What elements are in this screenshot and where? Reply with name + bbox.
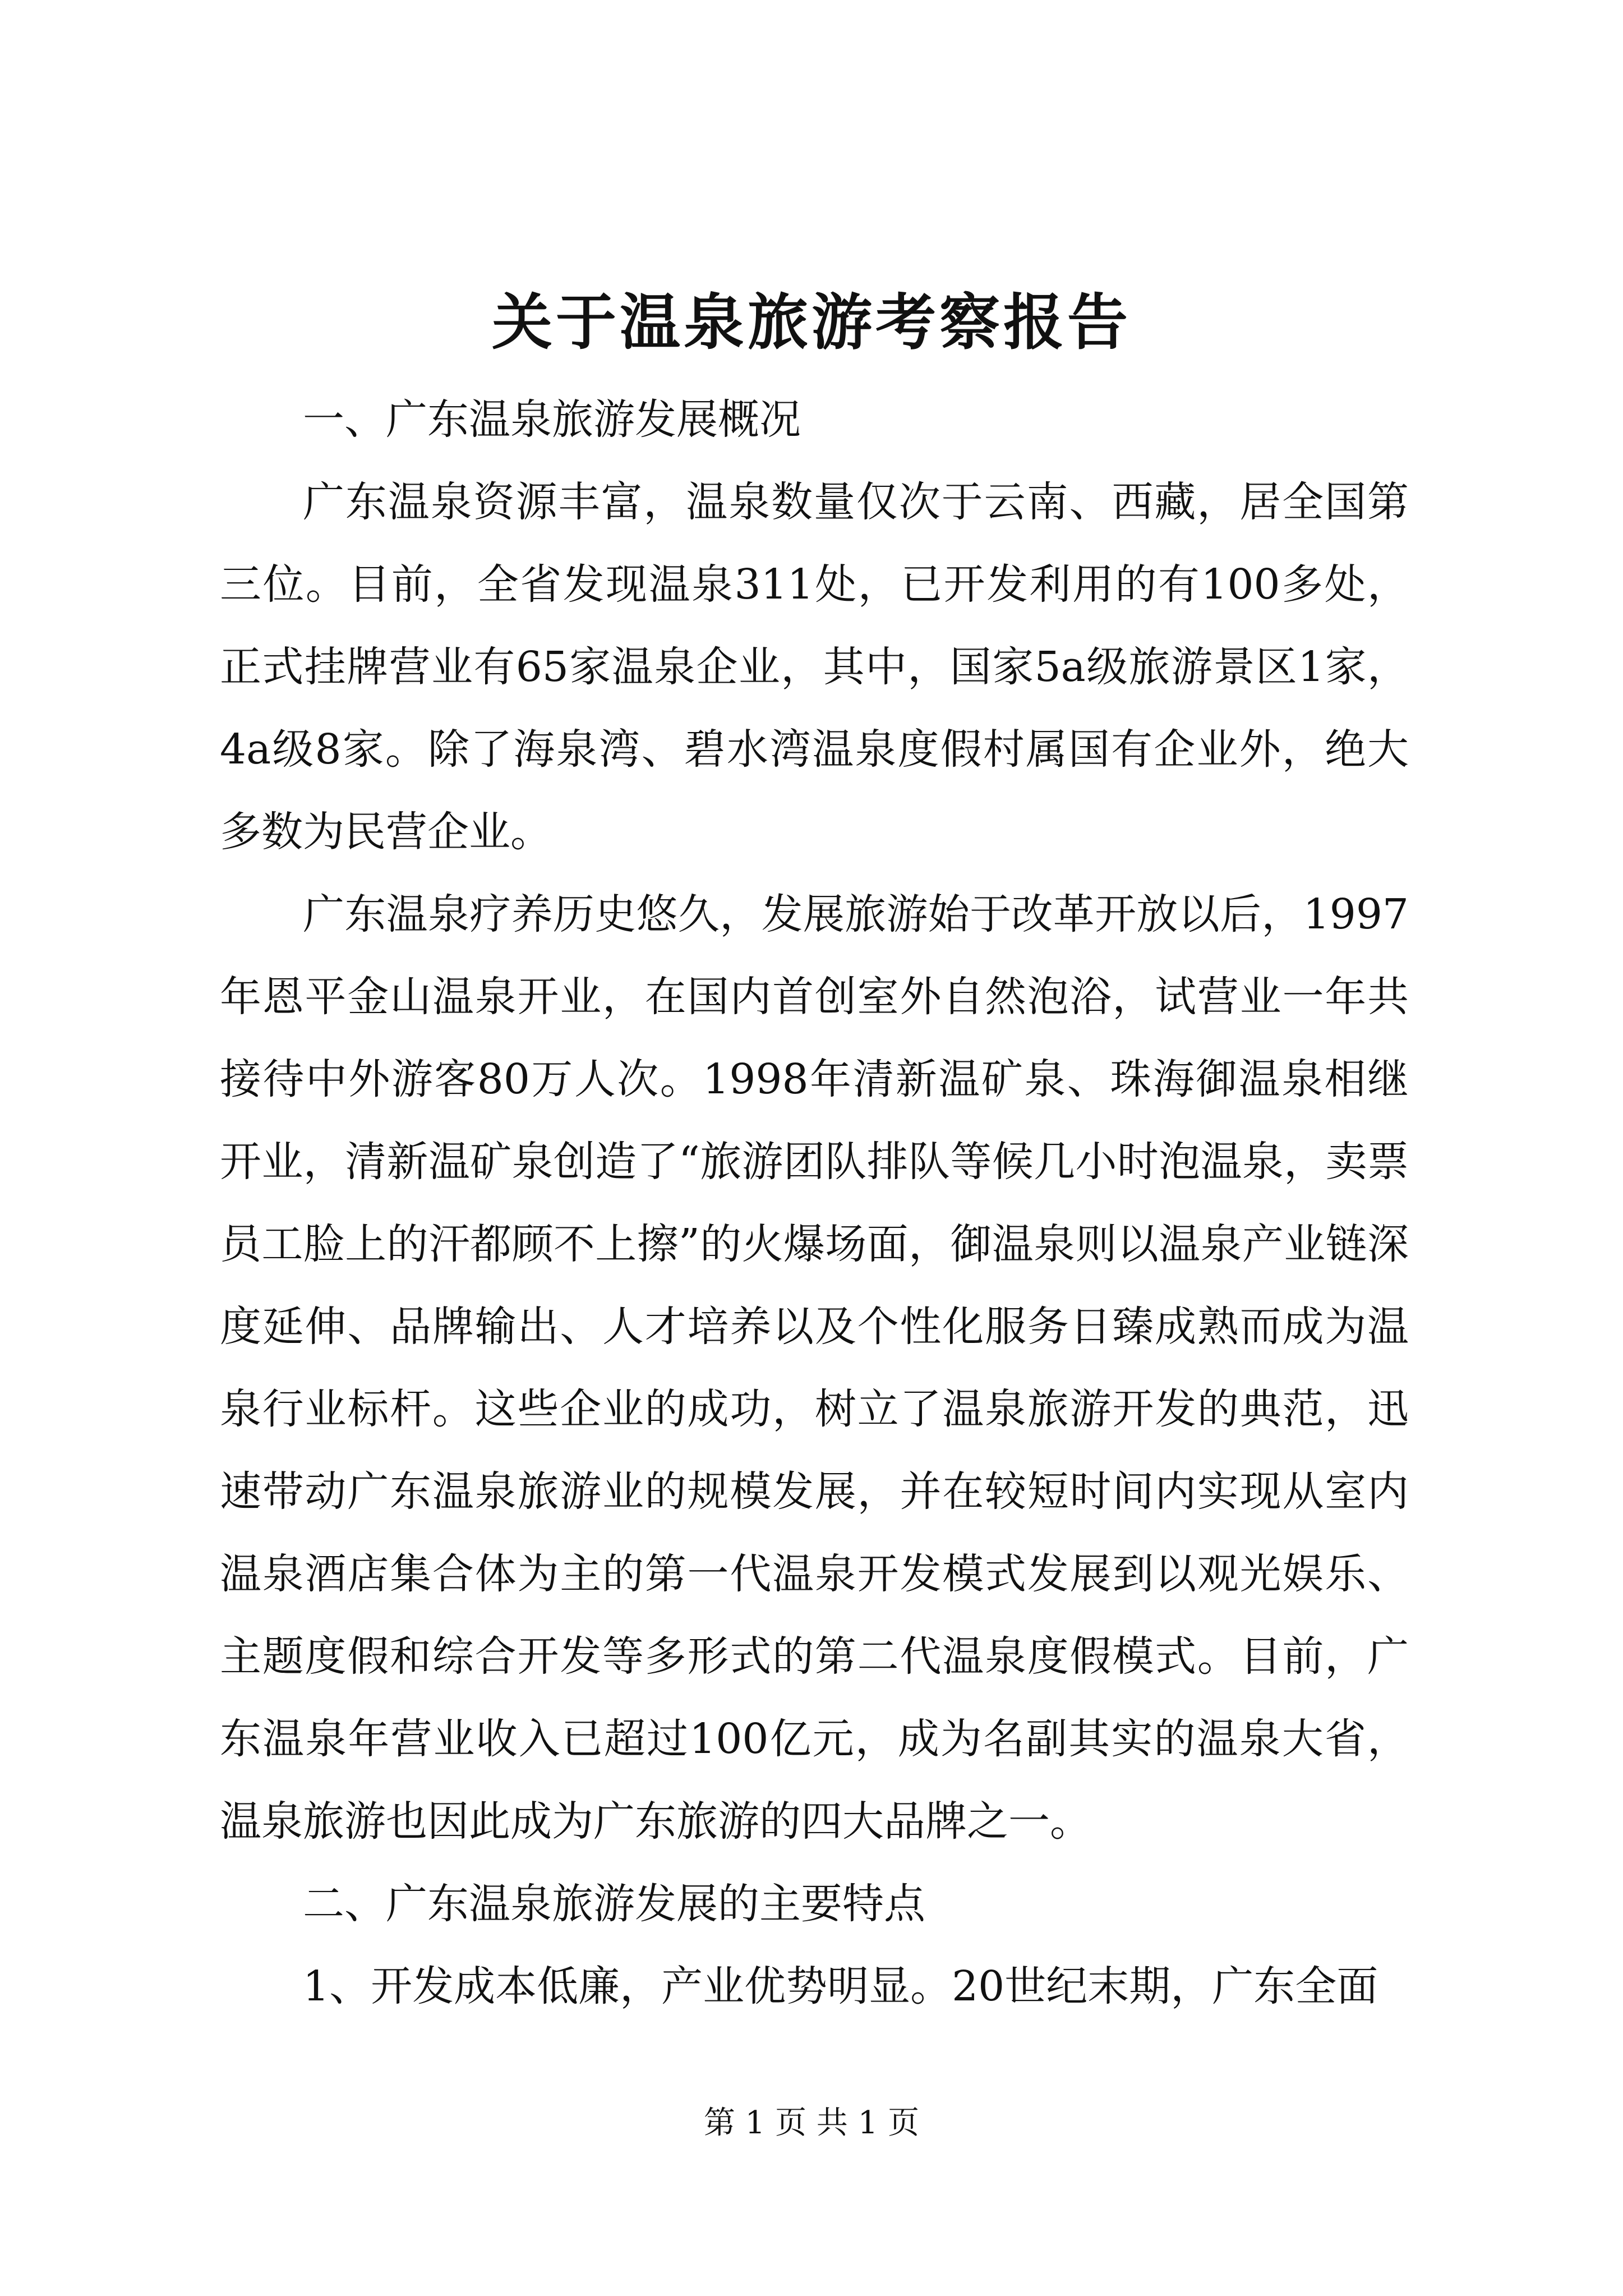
section-heading-2: 二、广东温泉旅游发展的主要特点 [303, 1880, 925, 1928]
paragraph-feature-1: 1、开发成本低廉，产业优势明显。20世纪末期，广东全面 [303, 1962, 1378, 2010]
page-footer: 第 1 页 共 1 页 [703, 2105, 920, 2141]
document-title: 关于温泉旅游考察报告 [491, 287, 1131, 358]
section-heading-1: 一、广东温泉旅游发展概况 [303, 395, 801, 444]
paragraph-overview: 广东温泉资源丰富，温泉数量仅次于云南、西藏，居全国第三位。目前，全省发现温泉311处，已开发利用的有100多处，正式挂牌营业有65家温泉企业，其中，国家5a级旅游景区1家，4a级8家。除了海泉湾、碧水湾温泉度假村属国有企业外，绝大多数为民营企业。 [220, 478, 1409, 856]
document-body [220, 379, 1409, 2028]
paragraph-history: 广东温泉疗养历史悠久，发展旅游始于改革开放以后，1997年恩平金山温泉开业，在国内首创室外自然泡浴，试营业一年共接待中外游客80万人次。1998年清新温矿泉、珠海御温泉相继开业，清新温矿泉创造了“旅游团队排队等候几小时泡温泉，卖票员工脸上的汗都顾不上擦”的火爆场面，御温泉则以温泉产业链深度延伸、品牌输出、人才培养以及个性化服务日臻成熟而成为温泉行业标杆。这些企业的成功，树立了温泉旅游开发的典范，迅速带动广东温泉旅游业的规模发展，并在较短时间内实现从室内温泉酒店集合体为主的第一代温泉开发模式发展到以观光娱乐、主题度假和综合开发等多形式的第二代温泉度假模式。目前，广东温泉年营业收入已超过100亿元，成为名副其实的温泉大省，温泉旅游也因此成为广东旅游的四大品牌之一。 [220, 890, 1409, 1846]
